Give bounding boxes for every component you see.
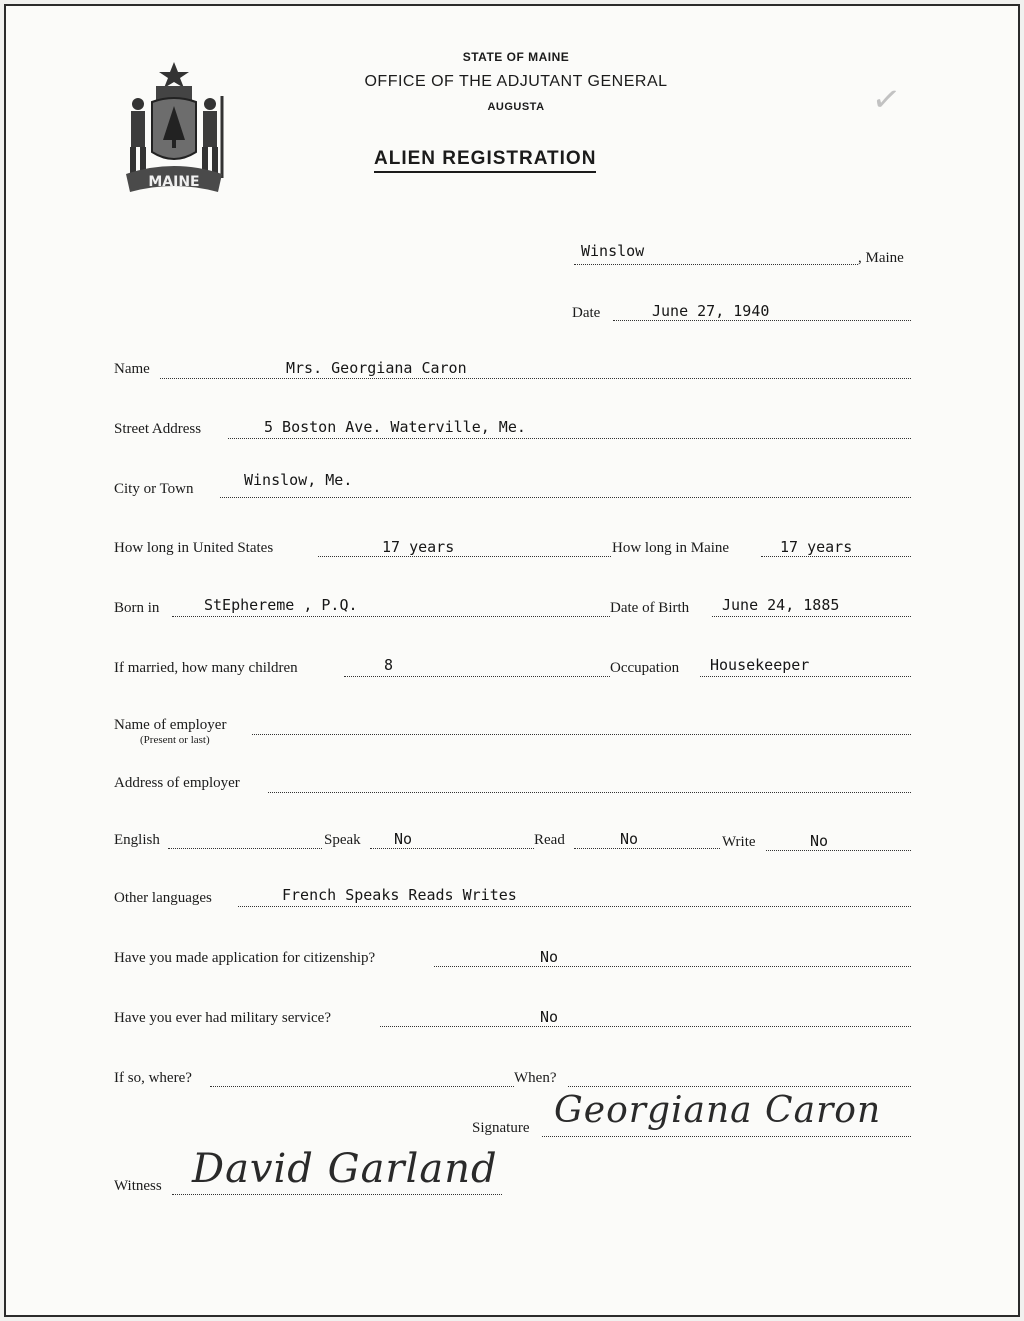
other-languages-line [238, 906, 911, 907]
town-value: Winslow [581, 242, 645, 260]
name-label: Name [114, 361, 150, 377]
read-label: Read [534, 832, 565, 848]
how-long-maine-label: How long in Maine [612, 540, 730, 556]
name-line [160, 378, 911, 379]
how-long-maine-line [761, 556, 911, 557]
signature-value: Georgiana Caron [554, 1090, 882, 1131]
street-value: 5 Boston Ave. Waterville, Me. [264, 418, 526, 436]
date-label: Date [572, 305, 601, 321]
how-long-us-line [318, 556, 611, 557]
read-line [574, 848, 720, 849]
state-suffix: , Maine [858, 250, 904, 266]
registration-form [4, 4, 1020, 1317]
signature-label: Signature [472, 1120, 530, 1136]
write-value: No [810, 832, 829, 850]
employer-address-label: Address of employer [114, 775, 240, 791]
state-seal-icon [118, 56, 230, 198]
children-label: If married, how many children [114, 660, 298, 676]
children-value: 8 [384, 656, 394, 674]
form-title: ALIEN REGISTRATION [374, 148, 596, 173]
born-in-label: Born in [114, 600, 160, 616]
city-value: Winslow, Me. [244, 471, 353, 489]
other-languages-label: Other languages [114, 890, 212, 906]
how-long-us-label: How long in United States [114, 540, 274, 556]
born-in-value: StEphereme , P.Q. [204, 596, 358, 614]
dob-label: Date of Birth [610, 600, 690, 616]
military-label: Have you ever had military service? [114, 1010, 331, 1026]
citizenship-line [434, 966, 911, 967]
how-long-maine-value: 17 years [780, 538, 853, 556]
header-office: OFFICE OF THE ADJUTANT GENERAL [364, 73, 668, 90]
where-label: If so, where? [114, 1070, 192, 1086]
city-line [220, 497, 911, 498]
dob-value: June 24, 1885 [722, 596, 840, 614]
date-line [613, 320, 911, 321]
when-label: When? [514, 1070, 557, 1086]
city-label: City or Town [114, 481, 194, 497]
occupation-line [700, 676, 911, 677]
seal-text: MAINE [148, 174, 200, 190]
dob-line [712, 616, 911, 617]
how-long-us-value: 17 years [382, 538, 455, 556]
speak-label: Speak [324, 832, 361, 848]
write-line [766, 850, 911, 851]
employer-label: Name of employer [114, 717, 227, 733]
date-value: June 27, 1940 [652, 302, 770, 320]
witness-line [172, 1194, 502, 1195]
speak-line [370, 848, 534, 849]
header-city: AUGUSTA [487, 101, 545, 113]
signature-line [542, 1136, 911, 1137]
header-state: STATE OF MAINE [462, 50, 570, 64]
witness-label: Witness [114, 1178, 162, 1194]
english-label: English [114, 832, 160, 848]
when-line [568, 1086, 911, 1087]
occupation-label: Occupation [610, 660, 680, 676]
witness-value: David Garland [192, 1146, 498, 1192]
military-value: No [540, 1008, 559, 1026]
english-line [168, 848, 322, 849]
other-languages-value: French Speaks Reads Writes [282, 886, 517, 904]
citizenship-label: Have you made application for citizenship? [114, 950, 376, 966]
employer-note: (Present or last) [140, 734, 210, 746]
born-in-line [172, 616, 610, 617]
employer-line [252, 734, 911, 735]
children-line [344, 676, 610, 677]
read-value: No [620, 830, 639, 848]
where-line [210, 1086, 514, 1087]
employer-address-line [268, 792, 911, 793]
military-line [380, 1026, 911, 1027]
occupation-value: Housekeeper [710, 656, 810, 674]
write-label: Write [722, 834, 756, 850]
name-value: Mrs. Georgiana Caron [286, 359, 467, 377]
speak-value: No [394, 830, 413, 848]
town-line [574, 264, 858, 265]
checkmark-icon: ✓ [869, 80, 903, 121]
citizenship-value: No [540, 948, 559, 966]
street-label: Street Address [114, 421, 202, 437]
street-line [228, 438, 911, 439]
